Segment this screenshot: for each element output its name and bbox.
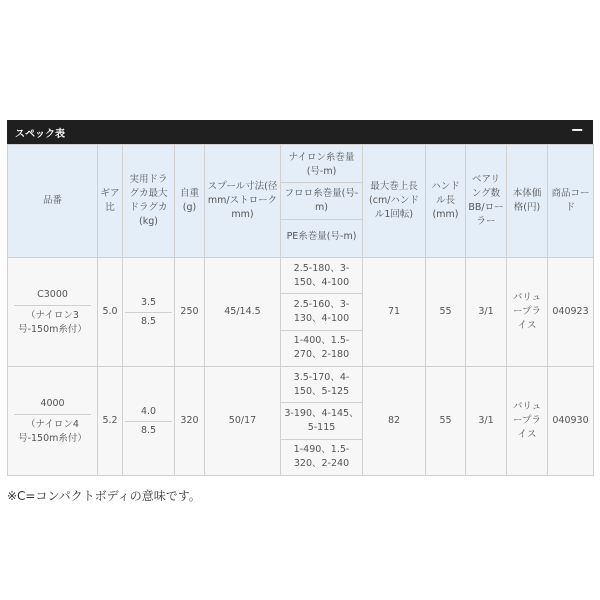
max-retrieve-cell: 71 — [363, 258, 426, 367]
line-note: （ナイロン3号-150m糸付） — [18, 309, 87, 335]
capacity-pe: 1-490、1.5-320、2-240 — [281, 439, 362, 475]
header-capacity-fluoro: フロロ糸巻量(号-m) — [281, 182, 362, 218]
line-capacity-cell — [281, 367, 363, 476]
weight-cell: 250 — [175, 258, 205, 367]
drag-practical: 4.0 — [140, 405, 157, 417]
header-handle-length: ハンドル長(mm) — [426, 145, 466, 258]
spec-section-header — [7, 120, 593, 144]
header-line-capacity — [281, 145, 363, 258]
line-note: （ナイロン4号-150m糸付） — [18, 418, 87, 444]
table-header-row — [8, 145, 594, 258]
capacity-fluoro: 3-190、4-145、5-115 — [281, 402, 362, 438]
table-row — [8, 258, 594, 367]
header-product-code: 商品コード — [548, 145, 594, 258]
price-cell: バリュープライス — [507, 258, 548, 367]
part-number-cell — [8, 367, 98, 476]
collapse-icon[interactable]: − — [570, 120, 584, 139]
header-capacity-pe: PE糸巻量(号-m) — [281, 219, 362, 255]
spec-table — [7, 144, 594, 476]
footnote: ※C=コンパクトボディの意味です。 — [7, 489, 201, 503]
header-weight: 自重(g) — [175, 145, 205, 258]
table-row — [8, 367, 594, 476]
drag-cell — [123, 258, 175, 367]
line-capacity-cell — [281, 258, 363, 367]
capacity-fluoro: 2.5-160、3-130、4-100 — [281, 293, 362, 329]
gear-ratio-cell: 5.2 — [98, 367, 123, 476]
product-code-cell: 040930 — [548, 367, 594, 476]
header-gear-ratio: ギア比 — [98, 145, 123, 258]
header-capacity-nylon: ナイロン糸巻量(号-m) — [288, 151, 355, 177]
model-name: C3000 — [14, 288, 91, 306]
header-max-retrieve: 最大巻上長(cm/ハンドル1回転) — [363, 145, 426, 258]
drag-max: 8.5 — [125, 421, 172, 440]
header-spool: スプール寸法(径mm/ストロークmm) — [205, 145, 281, 258]
handle-length-cell: 55 — [426, 258, 466, 367]
drag-practical: 3.5 — [140, 296, 157, 308]
gear-ratio-cell: 5.0 — [98, 258, 123, 367]
capacity-nylon: 2.5-180、3-150、4-100 — [293, 262, 350, 288]
product-code-cell: 040923 — [548, 258, 594, 367]
header-drag: 実用ドラグカ最大ドラグカ(kg) — [123, 145, 175, 258]
weight-cell: 320 — [175, 367, 205, 476]
price-cell: バリュープライス — [507, 367, 548, 476]
drag-max: 8.5 — [125, 312, 172, 331]
model-name: 4000 — [14, 397, 91, 415]
header-bearing: ベアリング数BB/ローラー — [466, 145, 507, 258]
capacity-nylon: 3.5-170、4-150、5-125 — [293, 371, 350, 397]
header-price: 本体価格(円) — [507, 145, 548, 258]
part-number-cell — [8, 258, 98, 367]
handle-length-cell: 55 — [426, 367, 466, 476]
spool-cell: 45/14.5 — [205, 258, 281, 367]
section-title: スペック表 — [15, 129, 65, 140]
bearing-cell: 3/1 — [466, 367, 507, 476]
drag-cell — [123, 367, 175, 476]
capacity-pe: 1-400、1.5-270、2-180 — [281, 330, 362, 366]
max-retrieve-cell: 82 — [363, 367, 426, 476]
header-part-number: 品番 — [8, 145, 98, 258]
spool-cell: 50/17 — [205, 367, 281, 476]
bearing-cell: 3/1 — [466, 258, 507, 367]
